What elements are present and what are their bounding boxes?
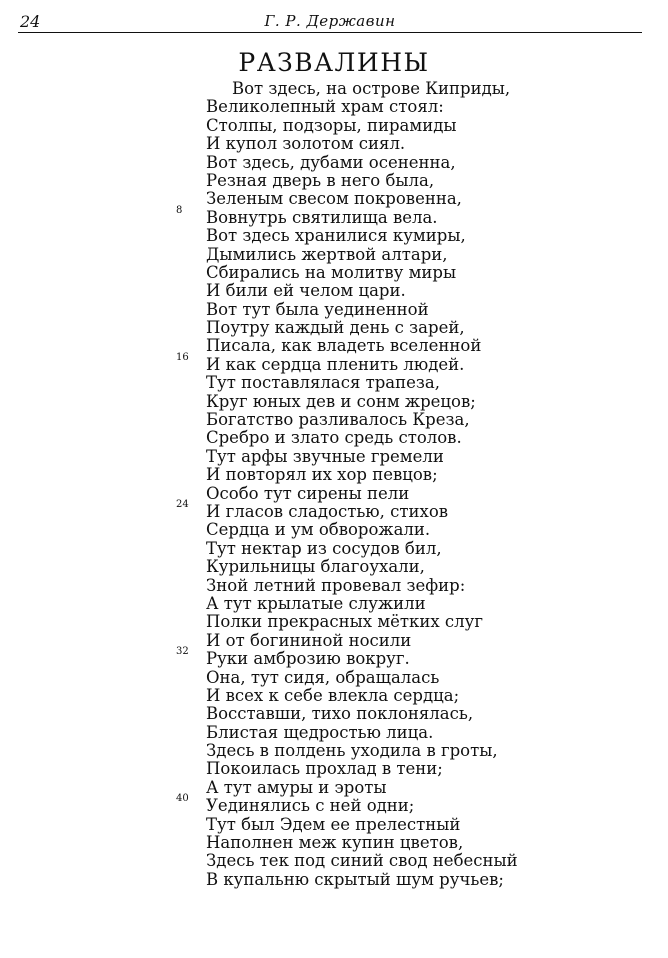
poem-line [0,351,668,374]
poem-line [0,687,668,705]
running-header [18,6,642,33]
poem-line [0,80,668,98]
poem-line-text: И били ей челом цари. [206,281,406,301]
line-number: 32 [176,646,189,658]
poem-line [0,204,668,227]
poem-line-text: И купол золотом сиял. [206,134,406,154]
poem-line-text: Сребро и злато средь столов. [206,428,462,448]
poem-line-text: Дымились жертвой алтари, [206,244,448,264]
poem-line-text: И всех к себе влекла сердца; [206,685,460,705]
page-number: 24 [20,12,41,31]
poem-line-text: Блистая щедростью лица. [206,722,434,742]
poem-line-text: Зеленым свесом покровенна, [206,189,462,209]
poem-line-text: Писала, как владеть вселенной [206,336,482,356]
poem-line [0,485,668,503]
poem-line-text: Наполнен меж купин цветов, [206,833,464,853]
poem-line-text: Резная дверь в него была, [206,170,435,190]
poem-line [0,646,668,669]
poem-line-text: И гласов сладостью, стихов [206,501,449,521]
line-number: 24 [176,498,189,510]
poem-line [0,393,668,411]
poem-line-text: А тут амуры и эроты [206,777,387,797]
poem-line-text: Особо тут сирены пели [206,483,410,503]
poem-line-text: Сбирались на молитву миры [206,262,457,282]
poem-line [0,227,668,245]
poem-line-text: Тут поставлялася трапеза, [206,373,440,393]
poem-line-text: Восставши, тихо поклонялась, [206,704,474,724]
poem-line [0,282,668,300]
poem-line-text: Вот здесь, на острове Киприды, [232,79,511,98]
poem-line [0,135,668,153]
poem-line [0,246,668,264]
poem-line [0,264,668,282]
poem-line-text: Вовнутрь святилища вела. [206,207,438,227]
poem-line-text: Вот тут была уединенной [206,299,429,319]
poem-line [0,779,668,797]
poem-line [0,834,668,852]
poem-line-text: Тут был Эдем ее прелестный [206,814,461,834]
poem-line [0,374,668,392]
poem-line-text: А тут крылатые служили [206,593,426,613]
running-head-author: Г. Р. Державин [264,12,396,30]
poem-line-text: И от богининой носили [206,630,412,650]
poem-line-text: И повторял их хор певцов; [206,465,438,485]
poem-line-text: Уединялись с ней одни; [206,796,415,816]
line-number: 16 [176,351,189,363]
poem-line-text: Курильницы благоухали, [206,557,425,577]
poem-line-text: Тут арфы звучные гремели [206,446,444,466]
poem-line [0,172,668,190]
poem-line [0,190,668,208]
poem-line [0,793,668,816]
poem-line [0,852,668,870]
poem-line [0,669,668,687]
poem-line-text: Вот здесь, дубами осененна, [206,152,456,172]
poem-line [0,448,668,466]
poem-title: РАЗВАЛИНЫ [238,48,430,77]
poem-line [0,595,668,613]
poem-line-text: И как сердца пленить людей. [206,354,465,374]
poem-line [0,411,668,429]
poem-line-text: Здесь тек под синий свод небесный [206,851,518,871]
line-number: 40 [176,793,189,805]
poem-line [0,871,668,889]
poem-line [0,117,668,135]
poem-line [0,319,668,337]
poem-line-text: Зной летний провевал зефир: [206,575,466,595]
poem-line-text: Сердца и ум обворожали. [206,520,431,540]
poem-line [0,98,668,116]
poem-line [0,816,668,834]
poem-line-text: Вот здесь хранилися кумиры, [206,226,466,246]
poem-line [0,337,668,355]
poem-line [0,521,668,539]
poem-line [0,540,668,558]
poem-line-text: Круг юных дев и сонм жрецов; [206,391,476,411]
poem-line [0,301,668,319]
poem-line [0,705,668,723]
poem-line [0,429,668,447]
poem-line [0,724,668,742]
poem-line [0,742,668,760]
poem-line [0,558,668,576]
poem-line [0,466,668,484]
poem-line [0,154,668,172]
line-number: 8 [176,204,183,216]
poem-line-text: Великолепный храм стоял: [206,97,444,117]
poem-body [0,80,668,889]
poem-line-text: Столпы, подзоры, пирамиды [206,115,457,135]
poem-line [0,632,668,650]
poem-line-text: Тут нектар из сосудов бил, [206,538,442,558]
poem-line [0,577,668,595]
poem-line-text: Руки амброзию вокруг. [206,649,410,669]
poem-line [0,760,668,778]
poem-line-text: Богатство разливалось Креза, [206,410,470,430]
poem-line-text: Полки прекрасных мётких слуг [206,612,483,632]
poem-line-text: В купальню скрытый шум ручьев; [206,869,504,889]
poem-line-text: Здесь в полдень уходила в гроты, [206,741,498,761]
poem-line-text: Поутру каждый день с зарей, [206,318,465,338]
poem-line [0,498,668,521]
poem-line-text: Покоилась прохлад в тени; [206,759,443,779]
poem-line-text: Она, тут сидя, обращалась [206,667,440,687]
poem-line [0,613,668,631]
